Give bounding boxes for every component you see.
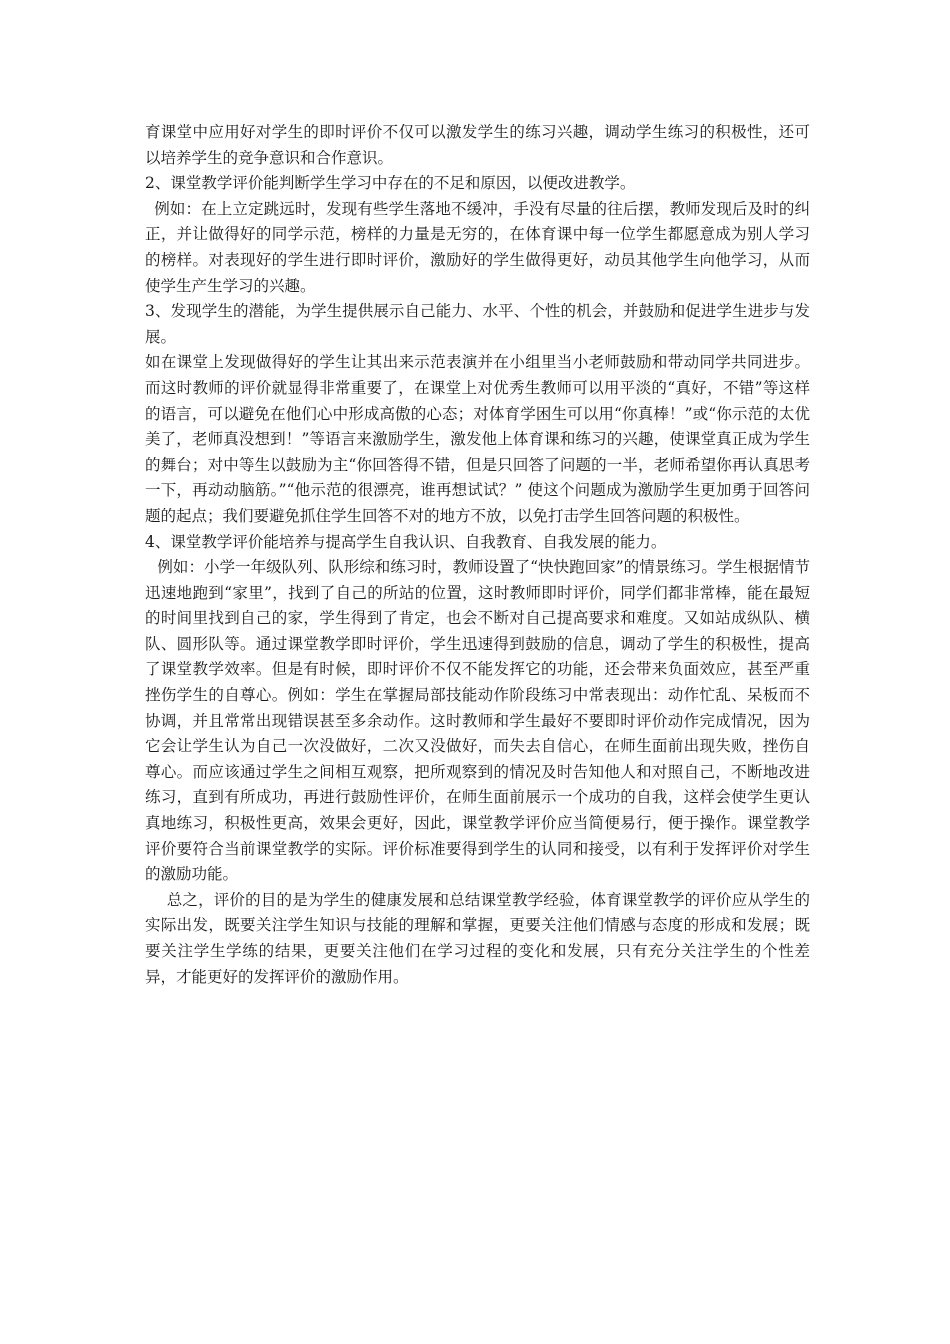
heading-point-4: 4、课堂教学评价能培养与提高学生自我认识、自我教育、自我发展的能力。 bbox=[145, 532, 667, 551]
paragraph-example-long-jump: 例如：在上立定跳远时，发现有些学生落地不缓冲，手没有尽量的往后摆，教师发现后及时的纠正，并让做得好的同学示范，榜样的力量是无穷的，在体育课中每一位学生都愿意成为别人学习的榜样。对表现好的学生进行即时评价，激励好的学生做得更好，动员其他学生向他学习，从而使学生产生学习的兴趣。 bbox=[145, 199, 810, 295]
paragraph-example-formation: 例如：小学一年级队列、队形综和练习时，教师设置了“快快跑回家”的情景练习。学生根据情节迅速地跑到“家里”，找到了自己的所站的位置，这时教师即时评价，同学们都非常棒，能在最短的时间里找到自己的家，学生得到了肯定，也会不断对自己提高要求和难度。又如站成纵队、横队、圆形队等。通过课堂教学即时评价，学生迅速得到鼓励的信息，调动了学生的积极性，提高了课堂教学效率。但是有时候，即时评价不仅不能发挥它的功能，还会带来负面效应，甚至严重挫伤学生的自尊心。例如：学生在掌握局部技能动作阶段练习中常表现出：动作忙乱、呆板而不协调，并且常常出现错误甚至多余动作。这时教师和学生最好不要即时评价动作完成情况，因为它会让学生认为自己一次没做好，二次又没做好，而失去自信心，在师生面前出现失败，挫伤自尊心。而应该通过学生之间相互观察，把所观察到的情况及时告知他人和对照自己，不断地改进练习，直到有所成功，再进行鼓励性评价，在师生面前展示一个成功的自我，这样会使学生更认真地练习，积极性更高，效果会更好，因此，课堂教学评价应当简便易行，便于操作。课堂教学评价要符合当前课堂教学的实际。评价标准要得到学生的认同和接受，以有利于发挥评价对学生的激励功能。 bbox=[145, 558, 810, 884]
document-body bbox=[145, 120, 810, 990]
heading-point-3: 3、发现学生的潜能，为学生提供展示自己能力、水平、个性的机会，并鼓励和促进学生进步与发展。 bbox=[145, 302, 810, 346]
heading-point-2: 2、课堂教学评价能判断学生学习中存在的不足和原因，以便改进教学。 bbox=[145, 174, 636, 193]
paragraph-demonstration: 如在课堂上发现做得好的学生让其出来示范表演并在小组里当小老师鼓励和带动同学共同进步。而这时教师的评价就显得非常重要了，在课堂上对优秀生教师可以用平淡的“真好，不错”等这样的语言，可以避免在他们心中形成高傲的心态；对体育学困生可以用“你真棒！”或“你示范的太优美了，老师真没想到！”等语言来激励学生，激发他上体育课和练习的兴趣，使课堂真正成为学生的舞台；对中等生以鼓励为主“你回答得不错，但是只回答了问题的一半，老师希望你再认真思考一下，再动动脑筋。”“他示范的很漂亮，谁再想试试？” 使这个问题成为激励学生更加勇于回答问题的起点；我们要避免抓住学生回答不对的地方不放，以免打击学生回答问题的积极性。 bbox=[145, 353, 810, 525]
paragraph-conclusion: 总之，评价的目的是为学生的健康发展和总结课堂教学经验，体育课堂教学的评价应从学生的实际出发，既要关注学生知识与技能的理解和掌握，更要关注他们情感与态度的形成和发展；既要关注学生学练的结果，更要关注他们在学习过程的变化和发展，只有充分关注学生的个性差异，才能更好的发挥评价的激励作用。 bbox=[145, 890, 810, 986]
paragraph-continuation: 育课堂中应用好对学生的即时评价不仅可以激发学生的练习兴趣，调动学生练习的积极性，还可以培养学生的竞争意识和合作意识。 bbox=[145, 123, 810, 167]
